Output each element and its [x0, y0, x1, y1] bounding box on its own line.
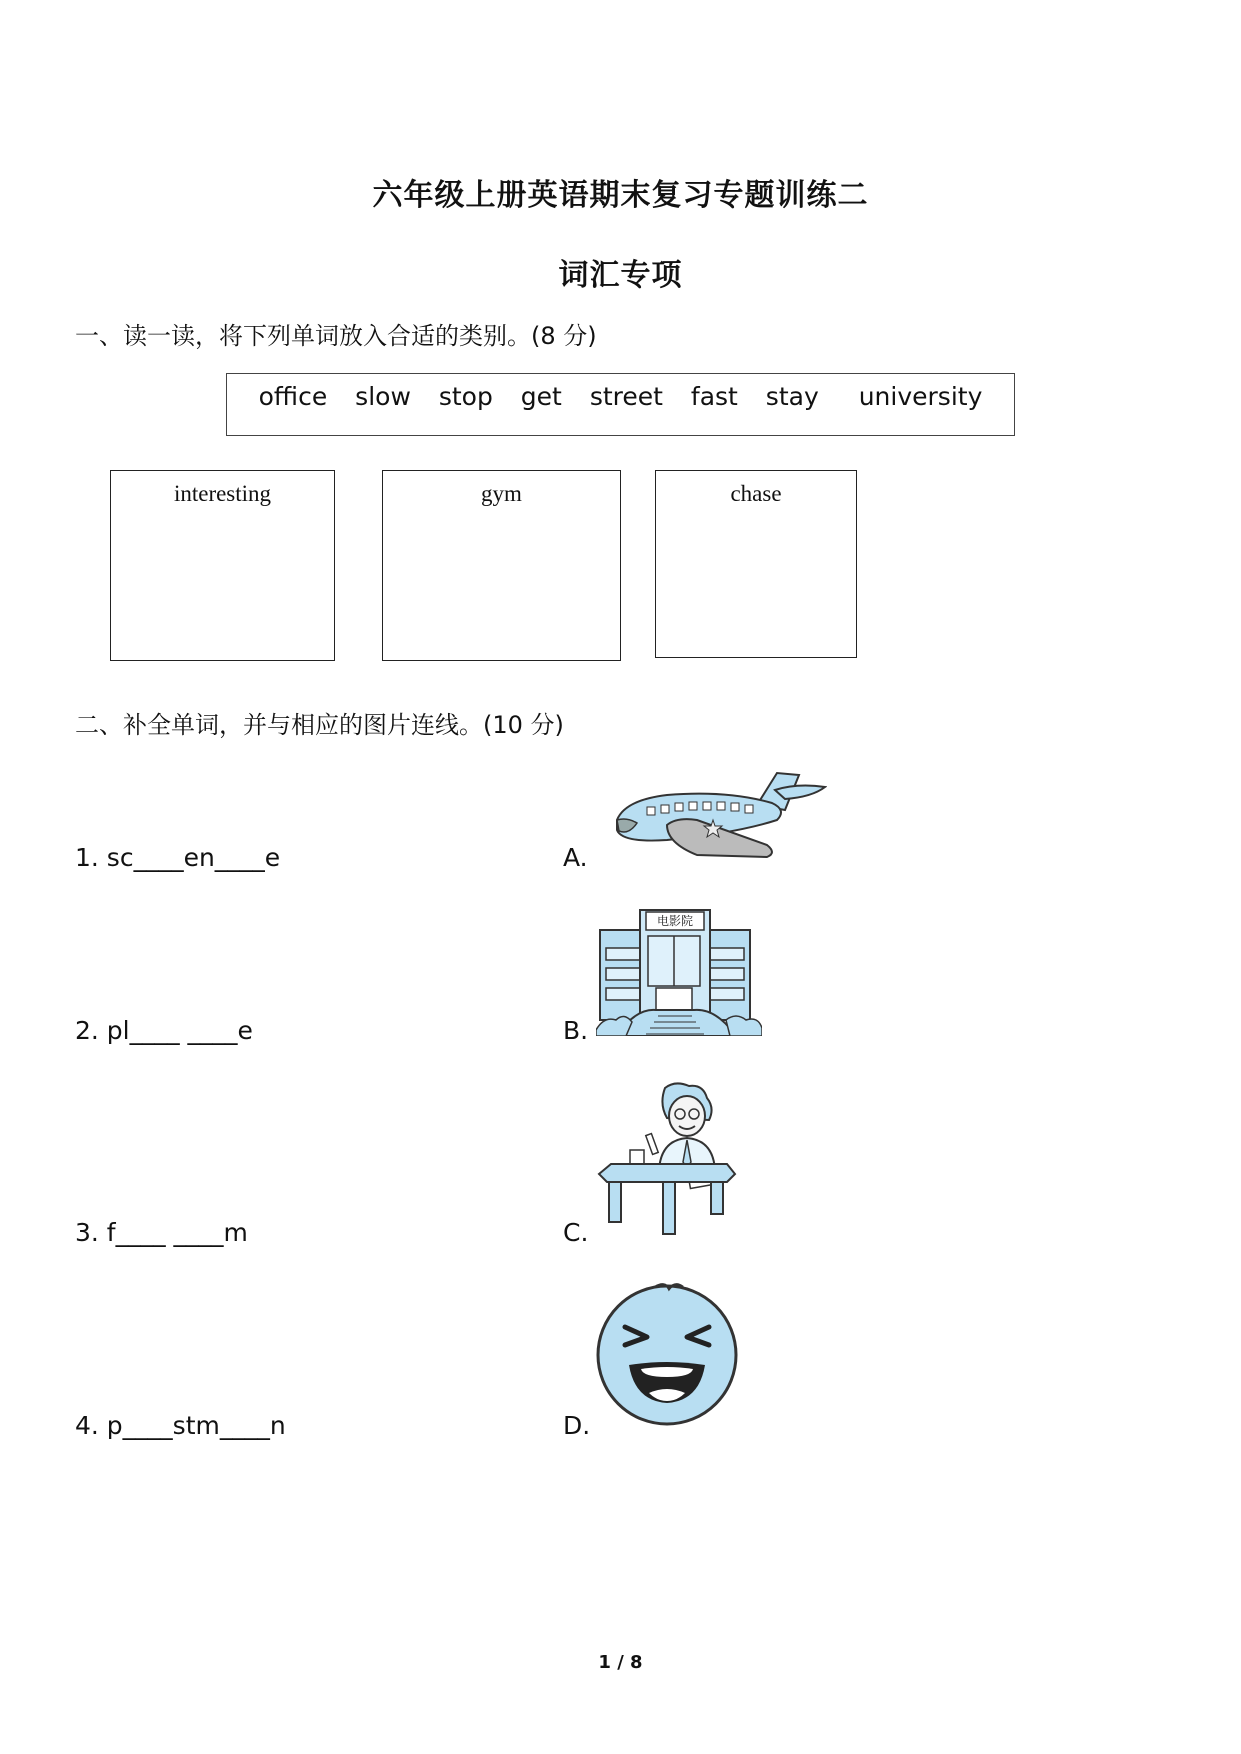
word-bank-item: get	[520, 382, 562, 411]
category-label: gym	[481, 481, 522, 506]
category-label: interesting	[173, 481, 272, 506]
option-a-label: A.	[563, 843, 588, 872]
category-box-interesting[interactable]	[110, 470, 335, 661]
word-item-1: 1. sc____en____e	[75, 843, 281, 872]
category-box-gym[interactable]	[382, 470, 621, 661]
scientist-icon	[597, 1082, 737, 1237]
cinema-sign-text: 电影院	[656, 914, 694, 928]
page-number: 1 / 8	[598, 1652, 643, 1673]
word-bank-item: office	[258, 382, 328, 411]
category-label: chase	[730, 481, 782, 506]
option-c-label: C.	[563, 1218, 589, 1247]
section2-heading: 二、补全单词，并与相应的图片连线。(10 分)	[75, 711, 564, 739]
page-title: 六年级上册英语期末复习专题训练二	[372, 178, 869, 213]
word-bank-item: street	[589, 382, 663, 411]
smiley-face-icon	[595, 1281, 740, 1426]
option-d-label: D.	[563, 1411, 591, 1440]
word-item-4: 4. p____stm____n	[75, 1411, 286, 1440]
airplane-icon	[607, 765, 827, 870]
word-bank	[226, 373, 1015, 436]
word-bank-item: fast	[690, 382, 738, 411]
word-bank-item: stop	[438, 382, 493, 411]
word-bank-item: university	[858, 382, 983, 411]
section1-heading: 一、读一读，将下列单词放入合适的类别。(8 分)	[75, 322, 597, 350]
category-box-chase[interactable]	[655, 470, 857, 658]
option-b-label: B.	[563, 1016, 589, 1045]
word-bank-item: slow	[355, 382, 411, 411]
word-bank-item: stay	[765, 382, 819, 411]
word-item-3: 3. f____ ____m	[75, 1218, 248, 1247]
cinema-icon	[596, 908, 762, 1036]
page-subtitle: 词汇专项	[558, 258, 683, 293]
word-item-2: 2. pl____ ____e	[75, 1016, 253, 1045]
